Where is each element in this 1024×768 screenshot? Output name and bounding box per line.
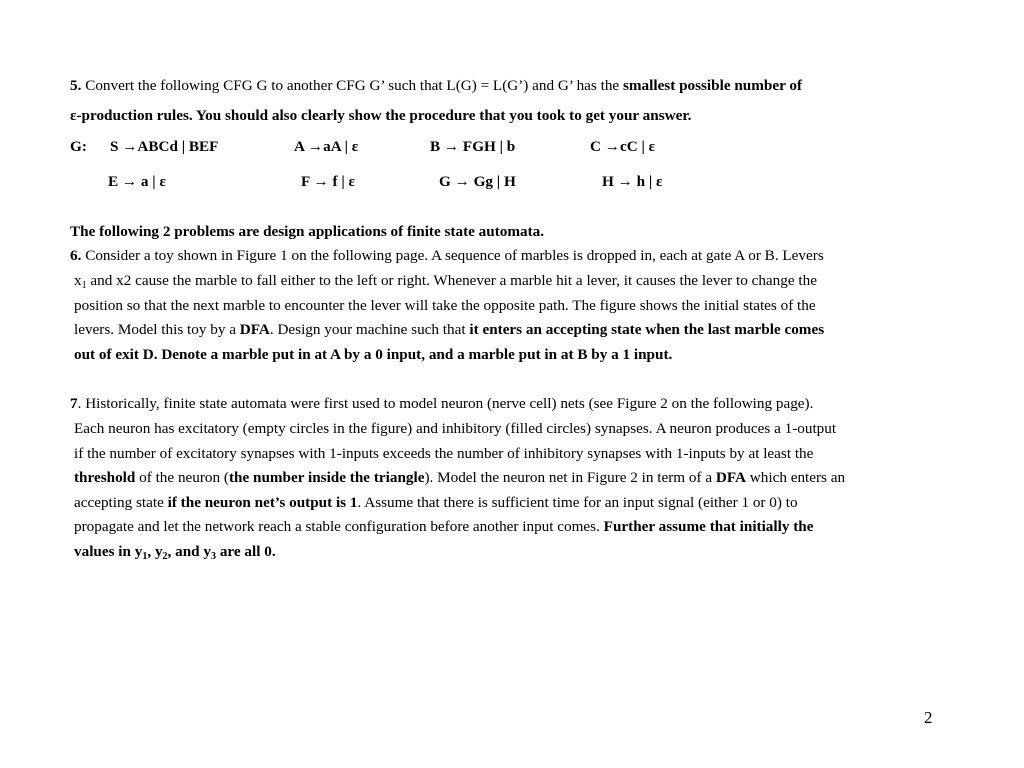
- problem-6-number: 6.: [70, 247, 82, 264]
- problem-7-line-6: propagate and let the network reach a stable configuration before another input comes. Further assume that initially the: [74, 518, 814, 535]
- problem-5-line-1: [70, 76, 802, 95]
- rule-h: H → h | ε: [602, 173, 663, 190]
- problem-5-number: 5.: [70, 77, 82, 94]
- problem-7-line-7: values in $y_1$, $y_2$, and $y_3$ are all 0.: [74, 543, 276, 562]
- rule-b: B → FGH | b: [430, 138, 516, 155]
- rule-s: S →ABCd | BEF: [110, 138, 219, 155]
- rule-c: C →cC | ε: [590, 138, 656, 155]
- problem-7-line-2: Each neuron has excitatory (empty circles in the figure) and inhibitory (filled circles) synapses. A neuron produces a 1-output: [74, 420, 837, 437]
- problem-5-line-2: ε-production rules. You should also clearly show the procedure that you took to get your answer.: [70, 107, 692, 124]
- problem-6-line-2: $x_1$ and x2 cause the marble to fall either to the left or right. Whenever a marble hit a lever, it causes the lever to change the: [74, 272, 817, 291]
- problem-7-line-5: accepting state if the neuron net’s output is 1. Assume that there is sufficient time for an input signal (either 1 or 0) to: [74, 494, 798, 511]
- problem-6-line-3: position so that the next marble to encounter the lever will take the opposite path. The figure shows the initial states of the: [74, 297, 816, 314]
- problem-6-line-5: out of exit D. Denote a marble put in at A by a 0 input, and a marble put in at B by a 1 input.: [74, 346, 673, 363]
- problem-7-number: 7: [70, 395, 78, 412]
- lever-x1: x: [74, 272, 82, 289]
- problem-7-line-1: 7. Historically, finite state automata were first used to model neuron (nerve cell) nets (see Figure 2 on the following page).: [70, 395, 814, 412]
- rule-a: A →aA | ε: [294, 138, 359, 155]
- problem-6-line-4: levers. Model this toy by a DFA. Design your machine such that it enters an accepting state when the last marble comes: [74, 321, 825, 338]
- rule-g: G → Gg | H: [439, 173, 516, 190]
- problem-5-text: Convert the following CFG G to another CFG G’ such that L(G) = L(G’) and G’ has the: [85, 77, 623, 94]
- problem-7-line-3: if the number of excitatory synapses with 1-inputs exceeds the number of inhibitory synapses with 1-inputs by at least the: [74, 445, 814, 462]
- page-number: 2: [924, 708, 933, 727]
- rule-e: E → a | ε: [108, 173, 166, 190]
- grammar-label: G:: [70, 138, 87, 155]
- problem-5-emphasis: smallest possible number of: [622, 77, 803, 94]
- section-heading: The following 2 problems are design applications of finite state automata.: [70, 223, 545, 240]
- rule-f: F → f | ε: [301, 173, 355, 190]
- problem-6-line-1: 6. Consider a toy shown in Figure 1 on the following page. A sequence of marbles is dropped in, each at gate A or B. Levers: [70, 247, 824, 264]
- problem-7-line-4: threshold of the neuron (the number inside the triangle). Model the neuron net in Figure 2 in term of a DFA which enters an: [74, 469, 846, 486]
